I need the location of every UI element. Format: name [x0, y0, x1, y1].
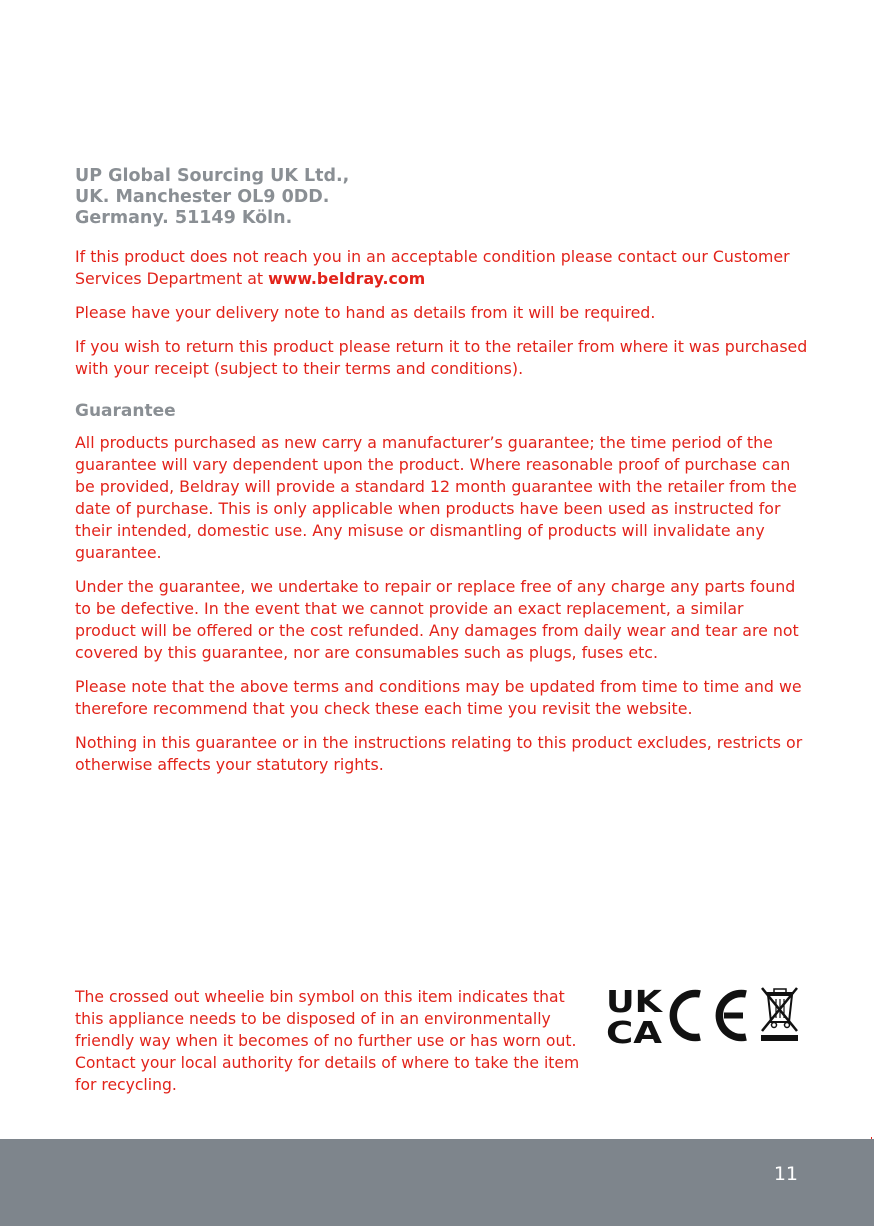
- address-line: Germany. 51149 Köln.: [75, 208, 293, 228]
- guarantee-paragraph: Under the guarantee, we undertake to repair or replace free of any charge any parts found to be defective. In the event that we cannot provide an exact replacement, a similar product will be offered or the cost refunded. Any damages from daily wear and tear are not covered by this guarantee, nor are consumables such as plugs, fuses etc.: [75, 577, 799, 662]
- guarantee-section: [75, 432, 805, 788]
- certification-marks: [606, 985, 800, 1045]
- contact-paragraph: If this product does not reach you in an acceptable condition please contact our Customer Services Department at www.beldray.com: [75, 247, 790, 288]
- page-footer: [0, 1139, 874, 1226]
- ukca-mark-line2: CA: [606, 1016, 663, 1045]
- return-paragraph: If you wish to return this product please return it to the retailer from where it was purchased with your receipt (subject to their terms and conditions).: [75, 337, 808, 378]
- company-address: [75, 166, 835, 229]
- crossed-wheelie-bin-icon: [761, 988, 798, 1041]
- guarantee-paragraph: All products purchased as new carry a manufacturer’s guarantee; the time period of the guarantee will vary dependent upon the product. Where reasonable proof of purchase can be provided, Beldray will provide a standard 12 month guarantee with the retailer from the date of purchase. This is only applicable when products have been used as instructed for their intended, domestic use. Any misuse or dismantling of products will invalidate any guarantee.: [75, 433, 797, 562]
- page-number: 11: [773, 1163, 798, 1185]
- guarantee-heading: Guarantee: [75, 401, 176, 421]
- delivery-note-paragraph: Please have your delivery note to hand as details from it will be required.: [75, 303, 656, 322]
- ce-mark-icon: [673, 994, 746, 1038]
- guarantee-paragraph: Nothing in this guarantee or in the instructions relating to this product excludes, restricts or otherwise affects your statutory rights.: [75, 733, 803, 774]
- address-line: UK. Manchester OL9 0DD.: [75, 187, 330, 207]
- weee-notice: The crossed out wheelie bin symbol on this item indicates that this appliance needs to be disposed of in an environmentally friendly way when it becomes of no further use or has worn out. Contact your local authority for details of where to take the item for recycling.: [75, 988, 580, 1094]
- website-link[interactable]: www.beldray.com: [268, 269, 426, 288]
- address-line: UP Global Sourcing UK Ltd.,: [75, 166, 350, 186]
- ukca-mark-icon: [606, 985, 664, 1045]
- customer-service-section: [75, 246, 815, 392]
- guarantee-paragraph: Please note that the above terms and conditions may be updated from time to time and we therefore recommend that you check these each time you revisit the website.: [75, 677, 802, 718]
- ukca-mark-line1: UK: [606, 985, 665, 1020]
